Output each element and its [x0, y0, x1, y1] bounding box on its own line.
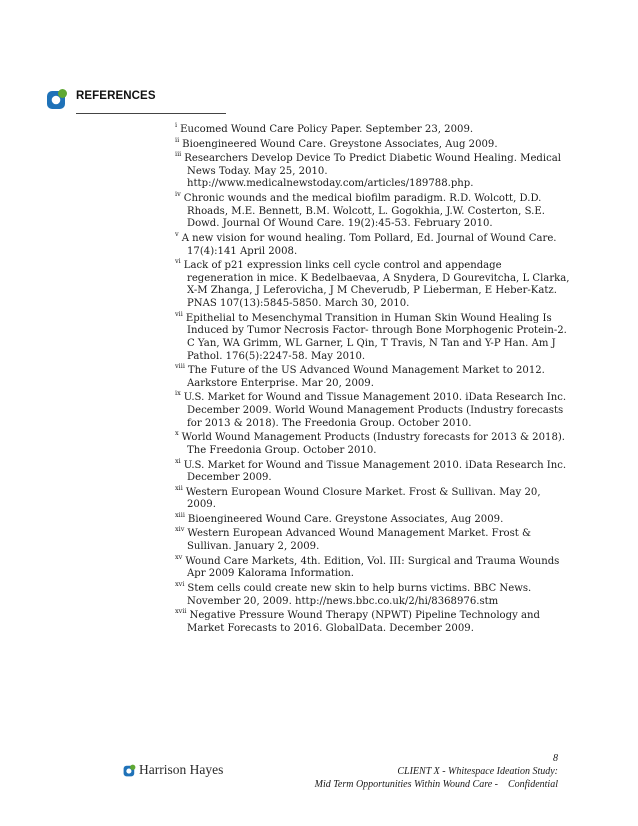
reference-item [175, 309, 570, 364]
reference-text: Western European Advanced Wound Management Market. Frost & Sullivan. January 2, 2009. [187, 528, 532, 553]
reference-marker: xiii [175, 510, 185, 519]
reference-text: World Wound Management Products (Industry forecasts for 2013 & 2018). The Freedonia Group. October 2010. [181, 432, 566, 457]
reference-item [175, 510, 570, 527]
references-list [175, 121, 570, 637]
reference-marker: x [175, 429, 179, 438]
harrison-hayes-logo-icon [123, 764, 136, 777]
reference-marker: iii [175, 150, 182, 158]
reference-marker: ix [175, 389, 181, 398]
reference-item [175, 150, 570, 191]
reference-marker: xvii [175, 607, 187, 616]
reference-marker: i [175, 121, 178, 129]
reference-text: Western European Wound Closure Market. Frost & Sullivan. May 20, 2009. [185, 486, 541, 511]
reference-item [175, 257, 570, 311]
reference-text: Epithelial to Mesenchymal Transition in Human Skin Wound Healing Is Induced by Tumor Necrosis Factor- through Bone Morphogenic Protein-2. C Yan, WA Grimm, WL Garner, L Qin, T Travis, N Tan and Y-P Han. Am J Pathol. 176(5):2247-58. May 2010. [185, 312, 567, 362]
reference-marker: xv [175, 552, 183, 561]
reference-text: Chronic wounds and the medical biofilm paradigm. R.D. Wolcott, D.D. Rhoads, M.E. Bennett, B.M. Wolcott, L. Gogokhia, J.W. Costerton, S.E. Dowd. Journal Of Wound Care. 19(2):45-53. February 2010. [183, 192, 545, 230]
reference-item [175, 429, 570, 457]
reference-marker: xiv [175, 525, 185, 534]
footer-line-2: Mid Term Opportunities Within Wound Care - Confidential [314, 779, 558, 790]
reference-item [175, 483, 570, 512]
reference-text: Wound Care Markets, 4th. Edition, Vol. III: Surgical and Trauma Wounds Apr 2009 Kalorama Information. [185, 555, 560, 580]
reference-item [175, 456, 570, 485]
reference-text: Eucomed Wound Care Policy Paper. September 23, 2009. [180, 124, 474, 135]
reference-item [175, 135, 570, 152]
reference-marker: iv [175, 189, 181, 198]
footer-info [315, 752, 558, 791]
reference-item [175, 229, 570, 258]
harrison-hayes-logo-icon [46, 88, 68, 110]
reference-item [175, 362, 570, 390]
reference-item [175, 579, 570, 608]
reference-text: The Future of the US Advanced Wound Management Market to 2012. Aarkstore Enterprise. Mar 20, 2009. [187, 365, 545, 389]
reference-text: Researchers Develop Device To Predict Diabetic Wound Healing. Medical News Today. May 25, 2010. http://www.medicalnewstoday.com/articles/189788.php. [184, 153, 562, 190]
reference-marker: ii [175, 135, 180, 144]
reference-text: Stem cells could create new skin to help burns victims. BBC News. November 20, 2009. http://news.bbc.co.uk/2/hi/8368976.stm [187, 582, 532, 607]
reference-marker: xi [175, 456, 181, 465]
reference-item [175, 552, 570, 581]
reference-text: U.S. Market for Wound and Tissue Management 2010. iData Research Inc. December 2009. World Wound Management Products (Industry forecasts for 2013 & 2018). The Freedonia Group. October 2010. [183, 392, 567, 429]
page-number: 8 [553, 753, 558, 764]
reference-item [175, 525, 570, 553]
reference-text: A new vision for wound healing. Tom Pollard, Ed. Journal of Wound Care. 17(4):141 April 2008. [181, 232, 557, 257]
reference-item [175, 607, 570, 635]
footer-logo-text: Harrison Hayes [139, 762, 224, 777]
reference-item [175, 189, 570, 231]
reference-item [175, 121, 570, 137]
reference-item [175, 389, 570, 430]
reference-marker: xvi [175, 579, 185, 588]
reference-marker: xii [175, 483, 183, 492]
reference-text: Lack of p21 expression links cell cycle control and appendage regeneration in mice. K Bedelbaevaa, A Snydera, D Gourevitcha, L Clarka, X-M Zhanga, J Leferovicha, J M Cheverudb, P Lieberman, E Heber-Katz. PNAS 107(13):5845-5850. March 30, 2010. [183, 260, 570, 310]
references-heading: REFERENCES [76, 90, 156, 102]
reference-marker: vi [175, 257, 181, 266]
footer-logo [123, 762, 223, 778]
reference-marker: viii [175, 362, 185, 371]
heading-underline [76, 113, 226, 114]
reference-text: U.S. Market for Wound and Tissue Management 2010. iData Research Inc. December 2009. [183, 459, 567, 484]
reference-text: Bioengineered Wound Care. Greystone Associates, Aug 2009. [182, 138, 498, 150]
footer-line-1: CLIENT X - Whitespace Ideation Study: [397, 766, 558, 777]
reference-marker: v [175, 229, 179, 238]
reference-marker: vii [175, 309, 183, 318]
reference-text: Negative Pressure Wound Therapy (NPWT) Pipeline Technology and Market Forecasts to 2016. GlobalData. December 2009. [187, 610, 540, 634]
reference-text: Bioengineered Wound Care. Greystone Associates, Aug 2009. [187, 513, 504, 525]
